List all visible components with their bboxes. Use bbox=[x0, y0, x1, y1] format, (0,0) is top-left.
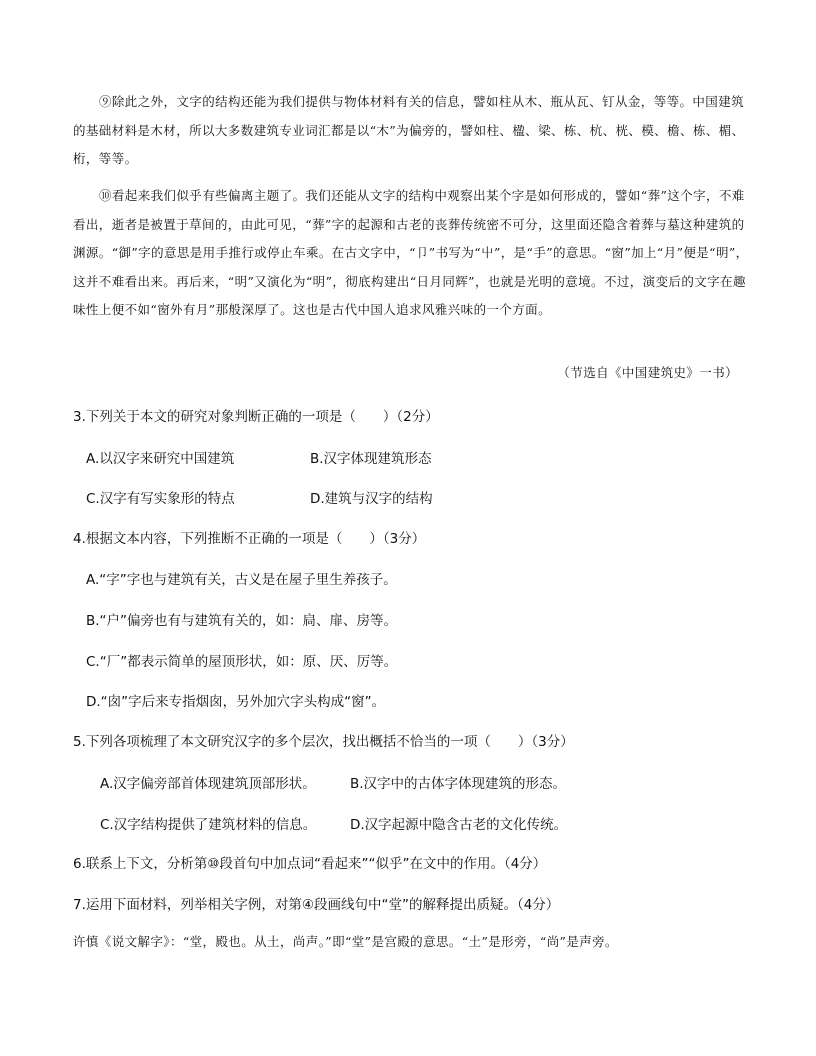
passage-paragraph-9: ⑨除此之外，文字的结构还能为我们提供与物体材料有关的信息，譬如柱从木、瓶从瓦、钉从金，等等。中国建筑的基础材料是木材，所以大多数建筑专业词汇都是以“木”为偏旁的，譬如柱、楹、梁、栋、杭、桄、模、檐、栋、楣、桁，等等。 bbox=[73, 94, 745, 166]
question-5-option-b: B.汉字中的古体字体现建筑的形态。 bbox=[350, 776, 567, 792]
question-6-stem: 6.联系上下文，分析第⑩段首句中加点词“看起来”“似乎”在文中的作用。（4分） bbox=[73, 856, 547, 872]
question-4-option-c: C.“厂”都表示简单的屋顶形状，如：原、厌、厉等。 bbox=[86, 654, 398, 670]
question-5-option-c: C.汉字结构提供了建筑材料的信息。 bbox=[100, 817, 317, 833]
question-5-stem: 5.下列各项梳理了本文研究汉字的多个层次，找出概括不恰当的一项（ ）（3分） bbox=[73, 734, 574, 750]
question-7-stem: 7.运用下面材料，列举相关字例，对第④段画线句中“堂”的解释提出质疑。（4分） bbox=[73, 897, 560, 913]
question-5-option-d: D.汉字起源中隐含古老的文化传统。 bbox=[350, 817, 568, 833]
question-5-option-a: A.汉字偏旁部首体现建筑顶部形状。 bbox=[100, 776, 316, 792]
supplementary-material: 许慎《说文解字》：“堂，殿也。从土，尚声。”即“堂”是宫殿的意思。“土”是形旁，“尚”是声旁。 bbox=[73, 934, 618, 949]
question-4-stem: 4.根据文本内容，下列推断不正确的一项是（ ）（3分） bbox=[73, 531, 426, 547]
question-3-option-d: D.建筑与汉字的结构 bbox=[310, 491, 433, 507]
question-3-option-a: A.以汉字来研究中国建筑 bbox=[86, 451, 235, 467]
question-4-option-a: A.“字”字也与建筑有关，古义是在屋子里生养孩子。 bbox=[86, 572, 397, 588]
question-3-stem: 3.下列关于本文的研究对象判断正确的一项是（ ）（2分） bbox=[73, 409, 439, 425]
question-3-option-c: C.汉字有写实象形的特点 bbox=[86, 491, 235, 507]
passage-source: （节选自《中国建筑史》一书） bbox=[557, 365, 738, 380]
question-3-option-b: B.汉字体现建筑形态 bbox=[310, 451, 432, 467]
question-4-option-d: D.“囱”字后来专指烟囱，另外加穴字头构成“窗”。 bbox=[86, 694, 386, 710]
question-4-option-b: B.“户”偏旁也有与建筑有关的，如：扃、扉、房等。 bbox=[86, 613, 398, 629]
passage-paragraph-10: ⑩看起来我们似乎有些偏离主题了。我们还能从文字的结构中观察出某个字是如何形成的，譬如“葬”这个字，不难看出，逝者是被置于草间的，由此可见，“葬”字的起源和古老的丧葬传统密不可分，这里面还隐含着葬与墓这种建筑的渊源。“御”字的意思是用手推行或停止车乘。在古文字中，“卩”书写为“屮”，是“手”的意思。“窗”加上“月”便是“明”，这并不难看出来。再后来，“明”又演化为“明”，彻底构建出“日月同辉”，也就是光明的意境。不过，演变后的文字在趣味性上便不如“窗外有月”那般深厚了。这也是古代中国人追求风雅兴味的一个方面。 bbox=[73, 188, 749, 317]
